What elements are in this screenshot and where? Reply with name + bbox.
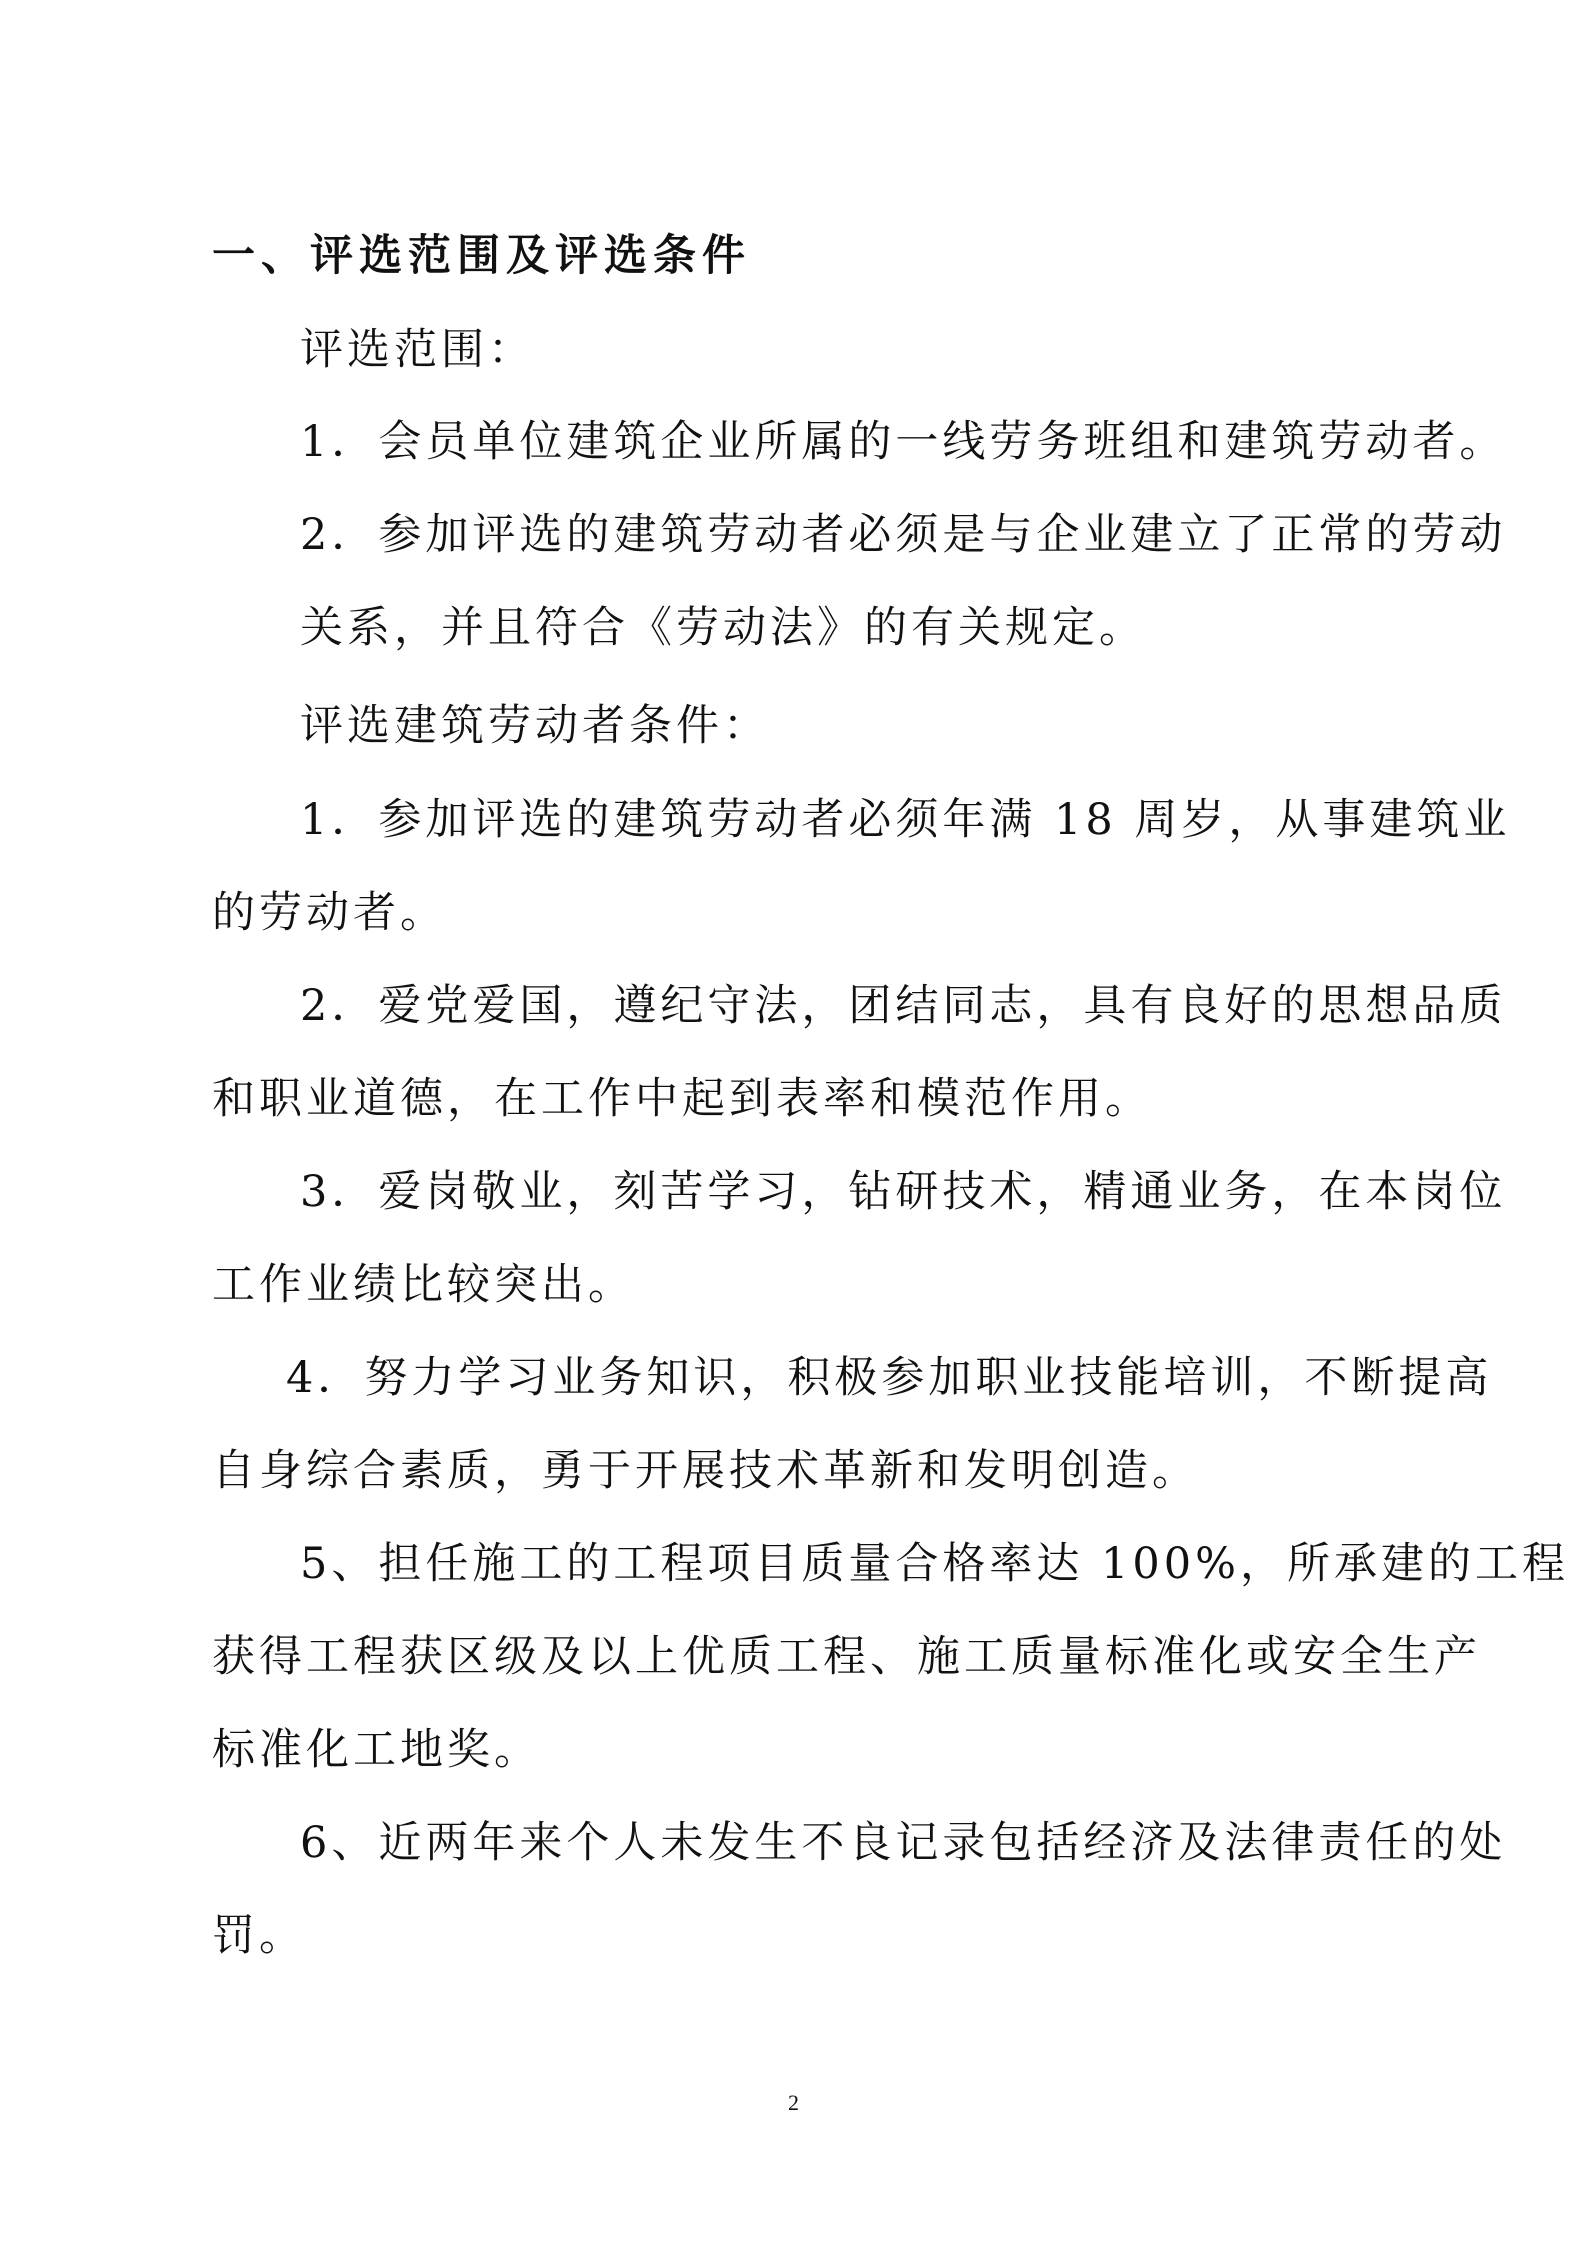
condition-6-line-1: 6、近两年来个人未发生不良记录包括经济及法律责任的处 [300,1818,1507,1868]
page-number: 2 [788,2090,799,2115]
condition-5-line-2: 获得工程获区级及以上优质工程、施工质量标准化或安全生产 [212,1632,1481,1682]
condition-6-line-2: 罚。 [212,1911,306,1961]
scope-item-1-line-1: 1．会员单位建筑企业所属的一线劳务班组和建筑劳动者。 [300,417,1507,467]
condition-4-line-1: 4．努力学习业务知识，积极参加职业技能培训，不断提高 [286,1353,1493,1403]
scope-label: 评选范围： [300,325,535,375]
condition-5-line-1: 5、担任施工的工程项目质量合格率达 100%，所承建的工程 [300,1539,1569,1589]
condition-3-line-1: 3．爱岗敬业，刻苦学习，钻研技术，精通业务，在本岗位 [300,1167,1507,1217]
condition-1-line-2: 的劳动者。 [212,888,447,938]
condition-4-line-2: 自身综合素质，勇于开展技术革新和发明创造。 [212,1446,1199,1496]
condition-2-line-2: 和职业道德，在工作中起到表率和模范作用。 [212,1074,1152,1124]
conditions-label: 评选建筑劳动者条件： [300,701,770,751]
scope-item-2-line-1: 2．参加评选的建筑劳动者必须是与企业建立了正常的劳动 [300,510,1507,560]
condition-1-line-1: 1．参加评选的建筑劳动者必须年满 18 周岁，从事建筑业 [300,795,1511,845]
condition-5-line-3: 标准化工地奖。 [212,1725,541,1775]
condition-2-line-1: 2．爱党爱国，遵纪守法，团结同志，具有良好的思想品质 [300,981,1507,1031]
section-title: 一、评选范围及评选条件 [212,231,751,281]
scope-item-2-line-2: 关系，并且符合《劳动法》的有关规定。 [300,603,1146,653]
condition-3-line-2: 工作业绩比较突出。 [212,1260,635,1310]
